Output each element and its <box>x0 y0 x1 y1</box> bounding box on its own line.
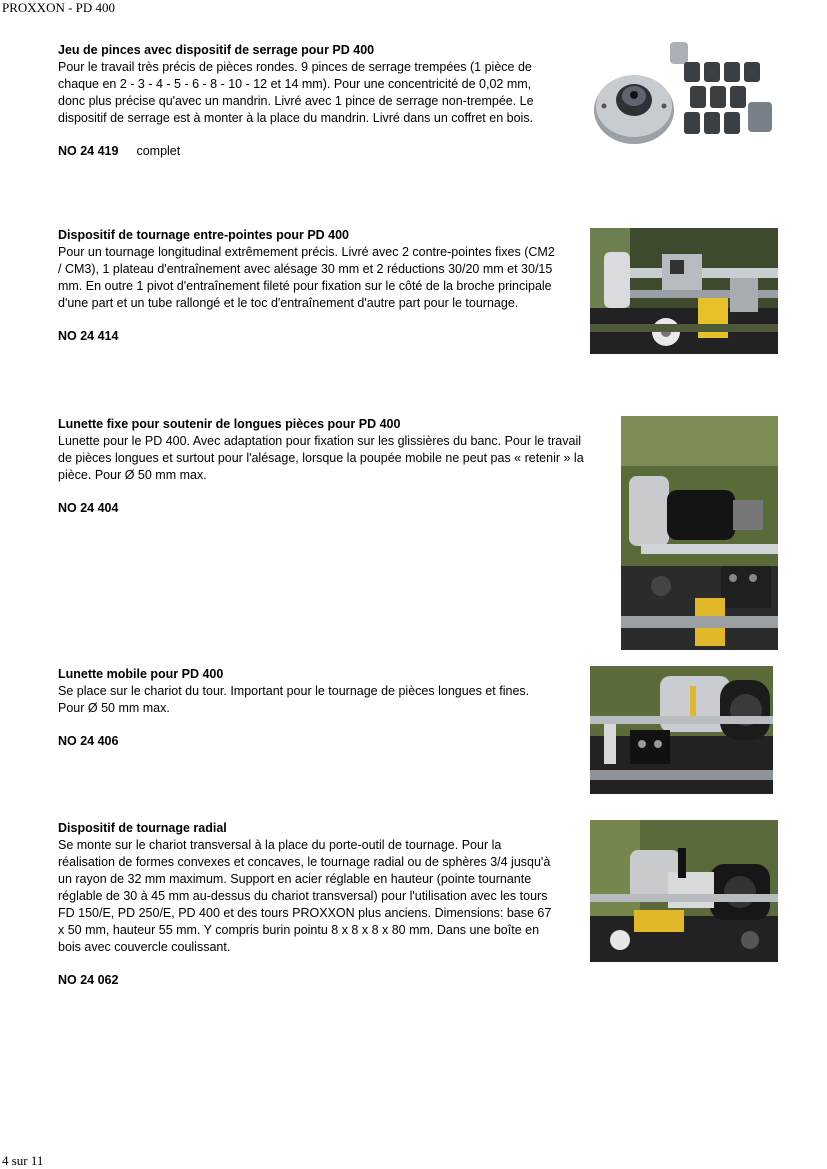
product-description <box>58 59 578 127</box>
product-number: NO 24 404 <box>58 501 119 515</box>
product-follow-rest <box>58 666 578 750</box>
product-title: Lunette fixe pour soutenir de longues pièces pour PD 400 <box>58 417 401 431</box>
desc-line: / CM3), 1 plateau d'entraînement avec alésage 30 mm et 2 réductions 30/20 mm et 30/15 <box>58 262 553 276</box>
desc-line: Pour Ø 50 mm max. <box>58 701 170 715</box>
product-description <box>58 683 578 717</box>
desc-line: Pour le travail très précis de pièces rondes. 9 pinces de serrage trempées (1 pièce de <box>58 60 532 74</box>
desc-line: d'une part et un tube rallongé et le toc d'entraînement d'autre part pour le tournage. <box>58 296 519 310</box>
desc-line: Pour un tournage longitudinal extrêmement précis. Livré avec 2 contre-pointes fixes (CM2 <box>58 245 555 259</box>
desc-line: donc plus précise qu'avec un mandrin. Livré avec 1 pince de serrage non-trempée. Le <box>58 94 534 108</box>
product-collet-set <box>58 42 578 160</box>
page-footer: 4 sur 11 <box>2 1153 44 1168</box>
desc-line: de pièces longues et surtout pour l'alésage, lorsque la poupée mobile ne peut pas « retenir » la <box>58 451 584 465</box>
product-reference <box>58 328 598 345</box>
product-reference <box>58 143 578 160</box>
desc-line: dispositif de serrage est à monter à la place du mandrin. Livré dans un coffret en bois. <box>58 111 534 125</box>
product-description <box>58 244 598 312</box>
follow-rest-photo <box>590 666 773 794</box>
page-header: PROXXON - PD 400 <box>2 0 116 15</box>
product-reference <box>58 500 628 517</box>
product-number: NO 24 406 <box>58 734 119 748</box>
product-number: NO 24 414 <box>58 329 119 343</box>
desc-line: bois avec couvercle coulissant. <box>58 940 231 954</box>
collet-set-photo <box>592 40 778 150</box>
product-title: Lunette mobile pour PD 400 <box>58 667 224 681</box>
radial-turning-photo <box>590 820 778 962</box>
product-reference <box>58 972 598 989</box>
product-title: Dispositif de tournage radial <box>58 821 227 835</box>
product-number: NO 24 062 <box>58 973 119 987</box>
product-radial-turning <box>58 820 598 989</box>
between-centers-photo <box>590 228 778 354</box>
product-number: NO 24 419 <box>58 144 119 158</box>
desc-line: Lunette pour le PD 400. Avec adaptation pour fixation sur les glissières du banc. Pour le travail <box>58 434 581 448</box>
product-steady-rest <box>58 416 628 517</box>
desc-line: un rayon de 32 mm maximum. Support en acier réglable en hauteur (pointe tournante <box>58 872 532 886</box>
desc-line: mm. En outre 1 pivot d'entraînement fileté pour fixation sur le côté de la broche principale <box>58 279 552 293</box>
desc-line: réglable de 30 à 45 mm au-dessus du chariot transversal) pour l'utilisation avec les tours <box>58 889 548 903</box>
desc-line: réalisation de formes convexes et concaves, le tournage radial ou de sphères 3/4 jusqu'à <box>58 855 551 869</box>
desc-line: Se place sur le chariot du tour. Important pour le tournage de pièces longues et fines. <box>58 684 530 698</box>
product-reference <box>58 733 578 750</box>
product-note: complet <box>136 144 181 158</box>
product-description <box>58 837 598 956</box>
desc-line: chaque en 2 - 3 - 4 - 5 - 6 - 8 - 10 - 12 et 14 mm). Pour une concentricité de 0,02 mm, <box>58 77 532 91</box>
product-between-centers <box>58 227 598 345</box>
desc-line: Se monte sur le chariot transversal à la place du porte-outil de tournage. Pour la <box>58 838 502 852</box>
product-title: Dispositif de tournage entre-pointes pour PD 400 <box>58 228 350 242</box>
product-title: Jeu de pinces avec dispositif de serrage pour PD 400 <box>58 43 375 57</box>
desc-line: FD 150/E, PD 250/E, PD 400 et des tours PROXXON plus anciens. Dimensions: base 67 <box>58 906 552 920</box>
desc-line: pièce. Pour Ø 50 mm max. <box>58 468 207 482</box>
desc-line: x 50 mm, hauteur 55 mm. Y compris burin pointu 8 x 8 x 8 x 80 mm. Dans une boîte en <box>58 923 540 937</box>
product-description <box>58 433 628 484</box>
steady-rest-photo <box>621 416 778 650</box>
